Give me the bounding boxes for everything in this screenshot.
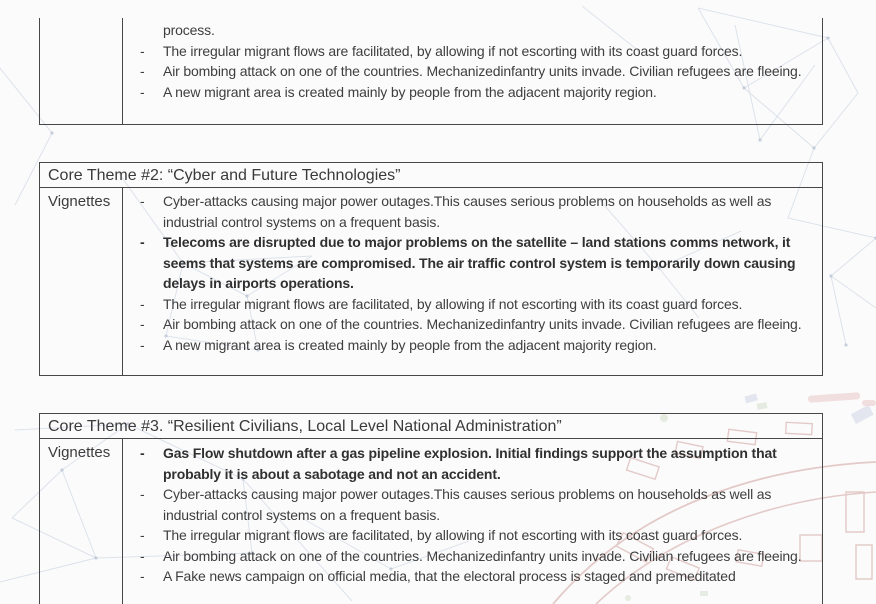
bullet-item: - The irregular migrant flows are facilitated, by allowing if not escorting with its coast guard forces. — [123, 294, 818, 315]
core-theme-2-table — [39, 162, 823, 376]
bullet-item: - Air bombing attack on one of the countries. Mechanizedinfantry units invade. Civilian refugees are fleeing. — [123, 546, 818, 567]
bullet-item: - A Fake news campaign on official media, that the electoral process is staged and premeditated — [123, 566, 818, 587]
vignettes-label-cell — [40, 18, 123, 124]
bullet-item: - The irregular migrant flows are facilitated, by allowing if not escorting with its coast guard forces. — [123, 525, 818, 546]
bullet-item: - A new migrant area is created mainly by people from the adjacent majority region. — [123, 335, 818, 356]
vignettes-row — [40, 188, 822, 375]
bullet-item-bold: - Telecoms are disrupted due to major problems on the satellite – land stations comms network, it seems that systems are compromised. The air traffic control system is temporarily down causing delays in airports operations. — [123, 232, 818, 294]
bullet-list — [123, 41, 818, 103]
continuation-text: process. — [163, 22, 215, 38]
bullet-item: - Cyber-attacks causing major power outages.This causes serious problems on households as well as industrial control systems on a frequent basis. — [123, 191, 818, 232]
bullet-item: - Air bombing attack on one of the countries. Mechanizedinfantry units invade. Civilian refugees are fleeing. — [123, 314, 818, 335]
core-theme-1-table-fragment — [39, 18, 823, 125]
vignettes-content-cell — [123, 188, 822, 375]
bullet-item: - The irregular migrant flows are facilitated, by allowing if not escorting with its coast guard forces. — [123, 41, 818, 62]
bullet-item-bold: - Gas Flow shutdown after a gas pipeline explosion. Initial findings support the assumption that probably it is about a sabotage and not an accident. — [123, 443, 818, 484]
vignettes-content-cell — [123, 18, 822, 124]
table-title: Core Theme #3. “Resilient Civilians, Local Level National Administration” — [40, 414, 822, 439]
bullet-list — [123, 191, 818, 355]
vignettes-label-cell: Vignettes — [40, 188, 123, 375]
vignettes-label-cell: Vignettes — [40, 439, 123, 604]
bullet-item: - Air bombing attack on one of the countries. Mechanizedinfantry units invade. Civilian refugees are fleeing. — [123, 61, 818, 82]
table-title: Core Theme #2: “Cyber and Future Technologies” — [40, 163, 822, 188]
bullet-item: - Cyber-attacks causing major power outages.This causes serious problems on households as well as industrial control systems on a frequent basis. — [123, 484, 818, 525]
vignettes-row — [40, 439, 822, 604]
core-theme-3-table — [39, 413, 823, 604]
vignettes-content-cell — [123, 439, 822, 604]
vignettes-row — [40, 18, 822, 124]
bullet-list — [123, 443, 818, 587]
bullet-item: - A new migrant area is created mainly by people from the adjacent majority region. — [123, 82, 818, 103]
